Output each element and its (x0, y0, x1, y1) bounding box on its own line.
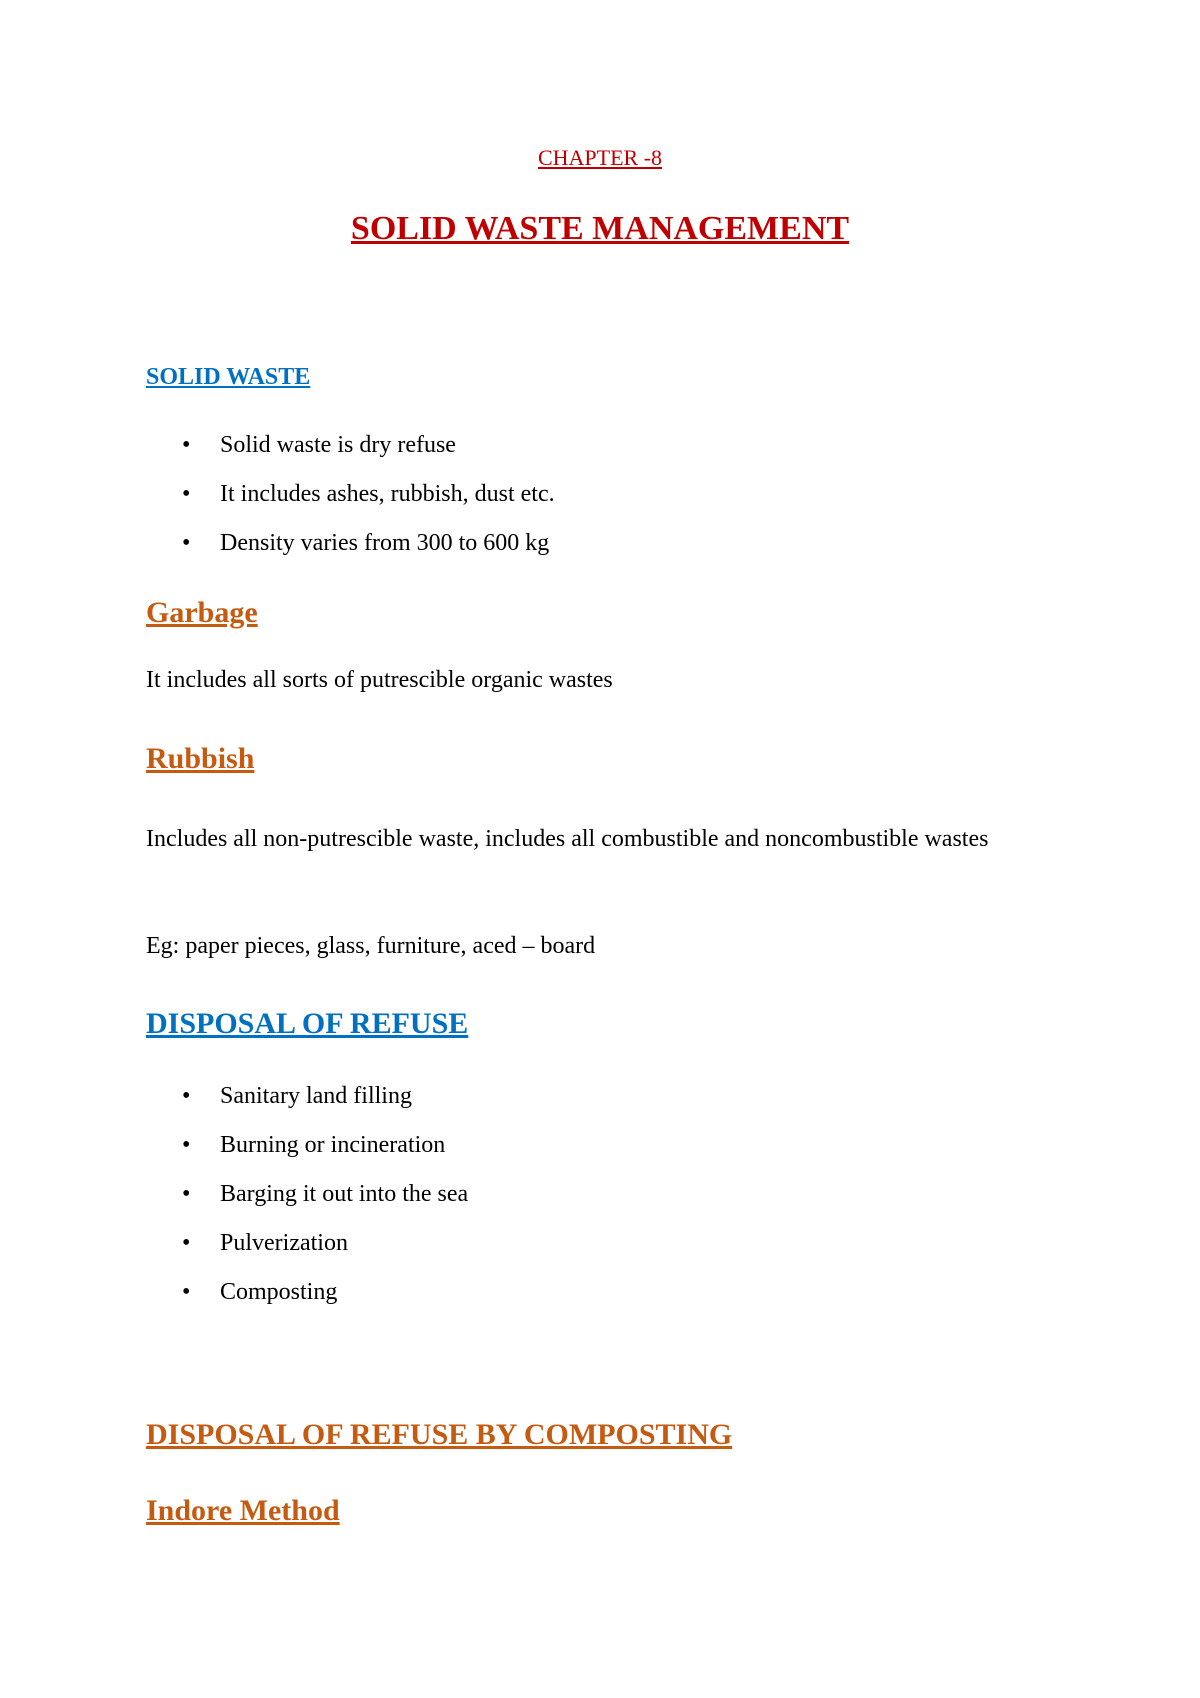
indore-method-heading: Indore Method (146, 1494, 340, 1527)
rubbish-example: Eg: paper pieces, glass, furniture, aced – board (146, 933, 596, 959)
list-item: • Solid waste is dry refuse (182, 432, 456, 458)
bullet-icon: • (182, 1230, 191, 1256)
list-item: • Density varies from 300 to 600 kg (182, 530, 550, 556)
bullet-icon: • (182, 432, 191, 458)
bullet-icon: • (182, 1132, 191, 1158)
list-item: • Barging it out into the sea (182, 1181, 469, 1207)
bullet-icon: • (182, 1083, 191, 1109)
bullet-icon: • (182, 1181, 191, 1207)
list-item: • It includes ashes, rubbish, dust etc. (182, 481, 555, 507)
list-item: • Composting (182, 1279, 338, 1305)
bullet-icon: • (182, 481, 191, 507)
disposal-heading: DISPOSAL OF REFUSE (146, 1007, 469, 1040)
chapter-label: CHAPTER -8 (537, 145, 663, 170)
bullet-icon: • (182, 530, 191, 556)
composting-heading: DISPOSAL OF REFUSE BY COMPOSTING (146, 1418, 733, 1451)
list-item: • Pulverization (182, 1230, 348, 1256)
bullet-icon: • (182, 1279, 191, 1305)
list-item: • Burning or incineration (182, 1132, 446, 1158)
solid-waste-heading: SOLID WASTE (146, 364, 311, 390)
rubbish-heading: Rubbish (146, 742, 255, 775)
garbage-heading: Garbage (146, 596, 258, 629)
page-title: SOLID WASTE MANAGEMENT (350, 210, 850, 247)
list-item: • Sanitary land filling (182, 1083, 412, 1109)
garbage-text: It includes all sorts of putrescible organic wastes (146, 667, 613, 693)
rubbish-text: Includes all non-putrescible waste, includes all combustible and noncombustible wastes (146, 826, 989, 852)
